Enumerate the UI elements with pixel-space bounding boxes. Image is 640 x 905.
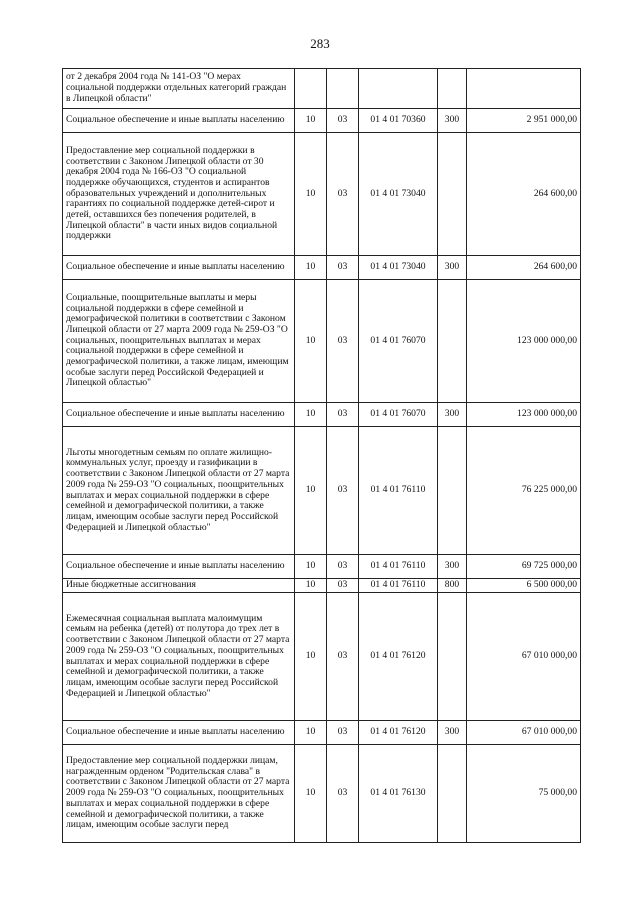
row-subsection: 03 [327,256,359,280]
row-name: Социальное обеспечение и иные выплаты населению [63,403,295,427]
row-expense-type [438,280,467,403]
row-name: Предоставление мер социальной поддержки лицам, награжденным орденом "Родительская слава" в соответствии с Законом Липецкой области от 27 марта 2009 года № 259-ОЗ "О социальных, поощрительных выплатах и мерах социальной поддержки в сфере семейной и демографической политики, а также лицам, имеющим особые заслуги перед [63,745,295,843]
table-row [63,427,581,555]
row-target-code: 01 4 01 76120 [359,593,438,721]
row-sum: 67 010 000,00 [467,721,581,745]
table-row [63,109,581,133]
row-section: 10 [295,427,327,555]
row-target-code: 01 4 01 76130 [359,745,438,843]
row-subsection: 03 [327,280,359,403]
row-target-code: 01 4 01 70360 [359,109,438,133]
table-row [63,256,581,280]
row-sum: 75 000,00 [467,745,581,843]
row-name: Социальные, поощрительные выплаты и меры социальной поддержки в сфере семейной и демографической политики в соответствии с Законом Липецкой области от 27 марта 2009 года № 259-ОЗ "О социальных, поощрительных выплатах и мерах социальной поддержки в сфере семейной и демографической политики, а также лицам, имеющим особые заслуги перед Российской Федерацией и Липецкой областью" [63,280,295,403]
row-name: Социальное обеспечение и иные выплаты населению [63,256,295,280]
row-sum: 264 600,00 [467,133,581,256]
row-expense-type [438,133,467,256]
row-expense-type [438,593,467,721]
row-subsection: 03 [327,579,359,593]
table-row [63,579,581,593]
row-expense-type: 300 [438,256,467,280]
row-target-code: 01 4 01 73040 [359,256,438,280]
row-target-code: 01 4 01 76120 [359,721,438,745]
row-section [295,69,327,109]
row-subsection: 03 [327,133,359,256]
row-expense-type: 300 [438,721,467,745]
row-section: 10 [295,721,327,745]
row-section: 10 [295,133,327,256]
row-sum: 69 725 000,00 [467,555,581,579]
row-expense-type: 300 [438,109,467,133]
row-subsection: 03 [327,745,359,843]
row-target-code: 01 4 01 76110 [359,555,438,579]
row-name: Ежемесячная социальная выплата малоимущим семьям на ребенка (детей) от полутора до трех лет в соответствии с Законом Липецкой области от 27 марта 2009 года № 259-ОЗ "О социальных, поощрительных выплатах и мерах социальной поддержки в сфере семейной и демографической политики, а также лицам, имеющим особые заслуги перед Российской Федерацией и Липецкой областью" [63,593,295,721]
row-expense-type: 800 [438,579,467,593]
row-section: 10 [295,403,327,427]
row-expense-type [438,427,467,555]
page-number: 283 [310,36,330,51]
row-sum: 123 000 000,00 [467,280,581,403]
row-subsection: 03 [327,593,359,721]
row-sum [467,69,581,109]
row-section: 10 [295,745,327,843]
table-row [63,69,581,109]
row-subsection: 03 [327,109,359,133]
row-name: Предоставление мер социальной поддержки в соответствии с Законом Липецкой области от 30 декабря 2004 года № 166-ОЗ "О социальной поддержке обучающихся, студентов и аспирантов образовательных учреждений и дополнительных гарантиях по социальной поддержке детей-сирот и детей, оставшихся без попечения родителей, в Липецкой области" в части иных видов социальной поддержки [63,133,295,256]
row-sum: 123 000 000,00 [467,403,581,427]
row-target-code: 01 4 01 76110 [359,427,438,555]
row-target-code: 01 4 01 76070 [359,403,438,427]
row-subsection: 03 [327,403,359,427]
row-name: Социальное обеспечение и иные выплаты населению [63,109,295,133]
row-sum: 6 500 000,00 [467,579,581,593]
table-row [63,403,581,427]
row-target-code: 01 4 01 76070 [359,280,438,403]
row-target-code: 01 4 01 73040 [359,133,438,256]
row-section: 10 [295,280,327,403]
row-name: Социальное обеспечение и иные выплаты населению [63,721,295,745]
row-section: 10 [295,593,327,721]
row-expense-type: 300 [438,555,467,579]
table-row [63,745,581,843]
row-name: Льготы многодетным семьям по оплате жилищно-коммунальных услуг, проезду и газификации в соответствии с Законом Липецкой области от 27 марта 2009 года № 259-ОЗ "О социальных, поощрительных выплатах и мерах социальной поддержки в сфере семейной и демографической политики, а также лицам, имеющим особые заслуги перед Российской Федерацией и Липецкой областью" [63,427,295,555]
row-target-code [359,69,438,109]
row-subsection: 03 [327,427,359,555]
row-section: 10 [295,109,327,133]
table-row [63,555,581,579]
row-subsection: 03 [327,721,359,745]
budget-table [62,68,581,843]
row-expense-type [438,69,467,109]
table-row [63,593,581,721]
row-section: 10 [295,579,327,593]
row-sum: 76 225 000,00 [467,427,581,555]
table-row [63,133,581,256]
row-sum: 2 951 000,00 [467,109,581,133]
row-expense-type: 300 [438,403,467,427]
row-section: 10 [295,256,327,280]
row-name: Социальное обеспечение и иные выплаты населению [63,555,295,579]
row-sum: 264 600,00 [467,256,581,280]
table-row [63,721,581,745]
row-subsection: 03 [327,555,359,579]
row-subsection [327,69,359,109]
row-section: 10 [295,555,327,579]
row-name: от 2 декабря 2004 года № 141-ОЗ "О мерах социальной поддержки отдельных категорий граждан в Липецкой области" [63,69,295,109]
row-expense-type [438,745,467,843]
table-row [63,280,581,403]
row-name: Иные бюджетные ассигнования [63,579,295,593]
row-target-code: 01 4 01 76110 [359,579,438,593]
row-sum: 67 010 000,00 [467,593,581,721]
